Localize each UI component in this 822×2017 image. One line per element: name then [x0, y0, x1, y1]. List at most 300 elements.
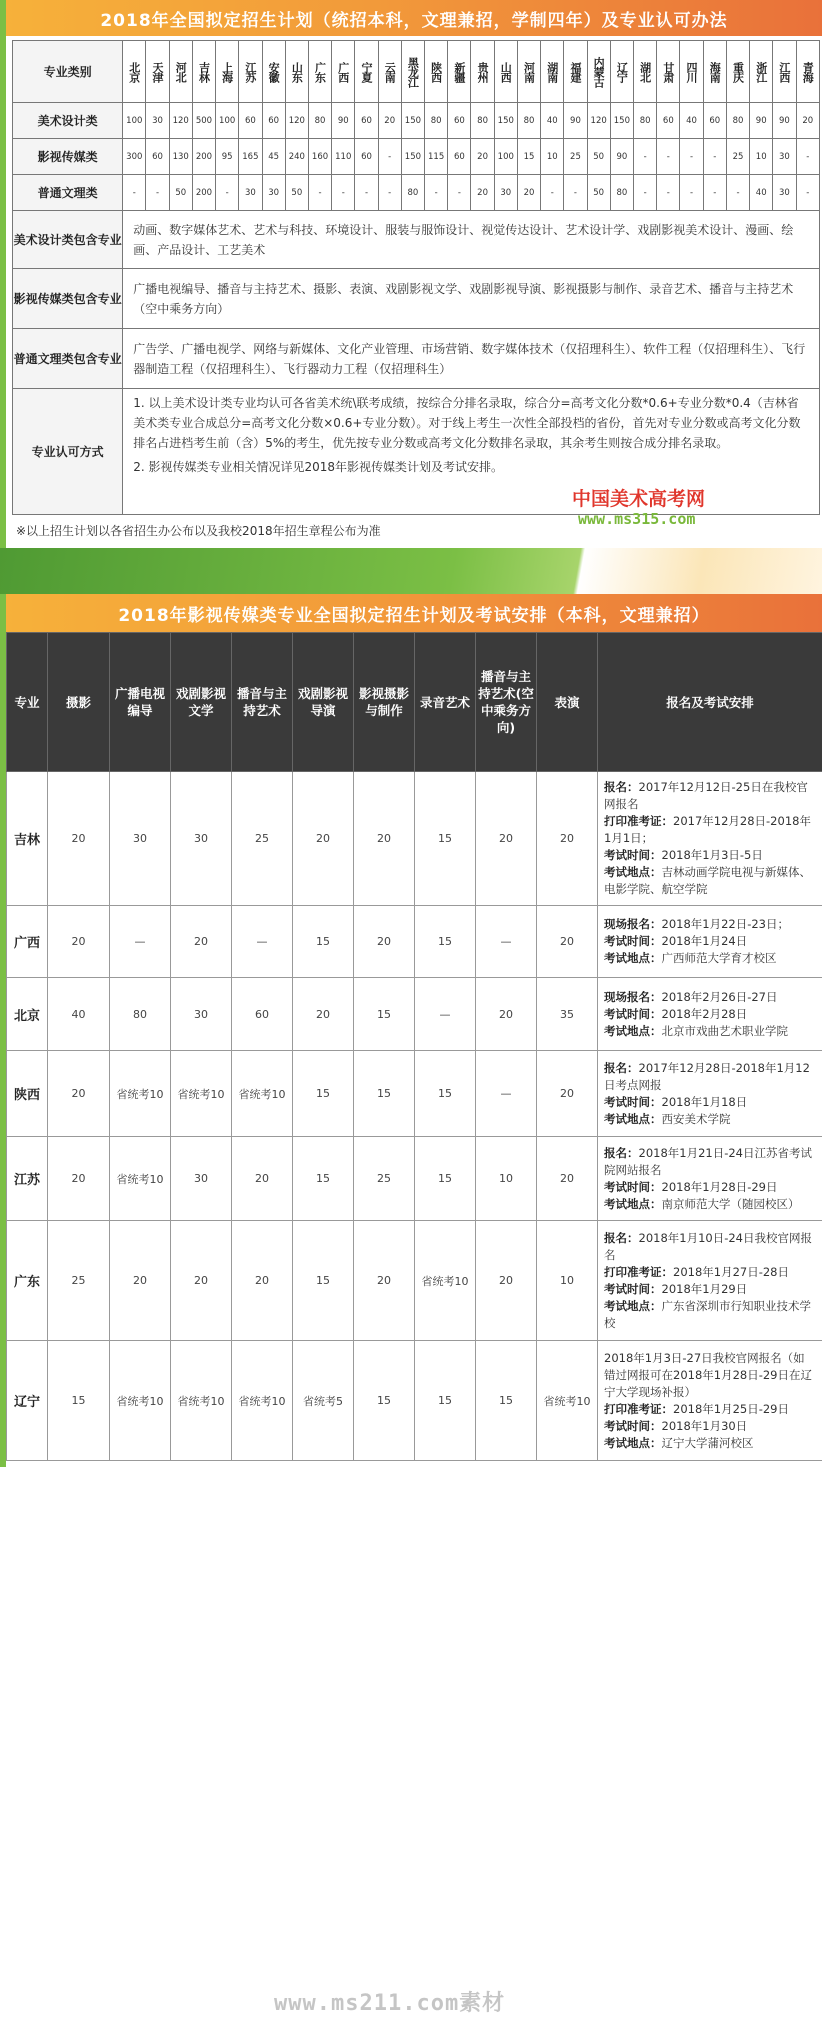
- quota-cell: 90: [332, 103, 355, 139]
- quota-cell: 500: [192, 103, 215, 139]
- quota-cell: 省统考10: [171, 1341, 232, 1461]
- quota-cell: 20: [110, 1221, 171, 1341]
- schedule-value: 2018年1月28日-29日: [662, 1180, 778, 1194]
- quota-cell: -: [425, 175, 448, 211]
- quota-cell: -: [378, 175, 401, 211]
- quota-cell: 10: [750, 139, 773, 175]
- schedule-value: 2017年12月28日-2018年1月12日考点网报: [604, 1061, 810, 1092]
- quota-cell: -: [355, 175, 378, 211]
- quota-cell: 15: [415, 1051, 476, 1137]
- column-header: 播音与主持艺术: [232, 633, 293, 772]
- quota-cell: 130: [169, 139, 192, 175]
- quota-cell: 80: [308, 103, 331, 139]
- quota-cell: 10: [541, 139, 564, 175]
- schedule-key: 打印准考证：: [604, 1265, 673, 1279]
- quota-cell: 80: [610, 175, 633, 211]
- schedule-cell: [598, 772, 822, 906]
- quota-cell: -: [332, 175, 355, 211]
- quota-cell: 200: [192, 139, 215, 175]
- province-header-cell: 云南: [378, 41, 401, 103]
- column-header: 戏剧影视导演: [293, 633, 354, 772]
- schedule-key: 考试地点：: [604, 1024, 662, 1038]
- quota-cell: 50: [169, 175, 192, 211]
- quota-cell: 20: [48, 906, 110, 978]
- quota-cell: 60: [448, 103, 471, 139]
- decorative-divider: [0, 548, 822, 594]
- schedule-key: 考试地点：: [604, 951, 662, 965]
- quota-cell: 120: [169, 103, 192, 139]
- schedule-value: 2018年1月29日: [662, 1282, 748, 1296]
- quota-cell: 25: [48, 1221, 110, 1341]
- quota-cell: 20: [476, 772, 537, 906]
- quota-cell: 25: [726, 139, 749, 175]
- quota-cell: —: [232, 906, 293, 978]
- schedule-value: 2018年1月21日-24日江苏省考试院网站报名: [604, 1146, 812, 1177]
- province-name: 北京: [7, 978, 48, 1051]
- column-header: 表演: [537, 633, 598, 772]
- quota-cell: -: [634, 175, 657, 211]
- province-header-row: [13, 41, 820, 103]
- quota-cell: 30: [773, 175, 796, 211]
- province-row: [7, 772, 822, 906]
- category-header: 专业类别: [13, 41, 123, 103]
- schedule-key: 报名：: [604, 1231, 639, 1245]
- schedule-line: [604, 779, 816, 813]
- quota-cell: 60: [448, 139, 471, 175]
- quota-cell: 95: [216, 139, 239, 175]
- schedule-value: 2018年1月3日-27日我校官网报名（如错过网报可在2018年1月28日-29日在辽宁大学现场补报）: [604, 1351, 812, 1399]
- schedule-value: 北京市戏曲艺术职业学院: [662, 1024, 789, 1038]
- quota-cell: 20: [354, 1221, 415, 1341]
- quota-cell: 200: [192, 175, 215, 211]
- quota-cell: 15: [293, 906, 354, 978]
- quota-cell: —: [415, 978, 476, 1051]
- majors-list: 动画、数字媒体艺术、艺术与科技、环境设计、服装与服饰设计、视觉传达设计、艺术设计学、戏剧影视美术设计、漫画、绘画、产品设计、工艺美术: [123, 211, 820, 269]
- quota-cell: 20: [796, 103, 819, 139]
- majors-row: [13, 211, 820, 269]
- schedule-value: 西安美术学院: [662, 1112, 731, 1126]
- quota-cell: 160: [308, 139, 331, 175]
- quota-cell: —: [476, 1051, 537, 1137]
- schedule-key: 考试地点：: [604, 1197, 662, 1211]
- quota-cell: 90: [564, 103, 587, 139]
- schedule-line: [604, 1350, 816, 1401]
- quota-cell: 20: [293, 978, 354, 1051]
- province-header-cell: 福建: [564, 41, 587, 103]
- schedule-value: 2018年1月10日-24日我校官网报名: [604, 1231, 812, 1262]
- majors-row: [13, 329, 820, 389]
- quota-cell: 60: [355, 139, 378, 175]
- quota-cell: 15: [354, 1051, 415, 1137]
- quota-cell: 20: [171, 1221, 232, 1341]
- quota-cell: 15: [48, 1341, 110, 1461]
- majors-row-label: 普通文理类包含专业: [13, 329, 123, 389]
- province-header-cell: 上海: [216, 41, 239, 103]
- quota-cell: 20: [48, 772, 110, 906]
- schedule-key: 考试时间：: [604, 1282, 662, 1296]
- quota-cell: 30: [239, 175, 262, 211]
- quota-cell: 省统考10: [232, 1051, 293, 1137]
- quota-cell: 15: [415, 1341, 476, 1461]
- province-header-cell: 青海: [796, 41, 819, 103]
- quota-cell: -: [703, 139, 726, 175]
- schedule-value: 2018年2月28日: [662, 1007, 748, 1021]
- column-header: 戏剧影视文学: [171, 633, 232, 772]
- quota-cell: 80: [517, 103, 540, 139]
- quota-row: [13, 175, 820, 211]
- schedule-key: 考试时间：: [604, 934, 662, 948]
- quota-cell: 25: [354, 1137, 415, 1221]
- quota-cell: 省统考10: [415, 1221, 476, 1341]
- quota-cell: 20: [378, 103, 401, 139]
- quota-cell: 15: [293, 1137, 354, 1221]
- footnote: ※以上招生计划以各省招生办公布以及我校2018年招生章程公布为准: [16, 522, 381, 539]
- schedule-line: [604, 1023, 816, 1040]
- schedule-value: 2018年1月3日-5日: [662, 848, 763, 862]
- majors-list: 广告学、广播电视学、网络与新媒体、文化产业管理、市场营销、数字媒体技术（仅招理科生）、软件工程（仅招理科生）、飞行器制造工程（仅招理科生）、飞行器动力工程（仅招理科生）: [123, 329, 820, 389]
- quota-cell: 30: [146, 103, 169, 139]
- quota-cell: 30: [773, 139, 796, 175]
- admission-plan-table: [12, 40, 820, 515]
- schedule-key: 报名：: [604, 1146, 639, 1160]
- quota-cell: 15: [293, 1221, 354, 1341]
- quota-cell: 30: [171, 772, 232, 906]
- province-row: [7, 1137, 822, 1221]
- watermark-text: www.ms211.com素材: [274, 1986, 505, 2017]
- quota-cell: 15: [415, 772, 476, 906]
- quota-cell: 20: [537, 1051, 598, 1137]
- province-header-cell: 天津: [146, 41, 169, 103]
- quota-cell: 100: [216, 103, 239, 139]
- province-header-cell: 江苏: [239, 41, 262, 103]
- quota-cell: -: [703, 175, 726, 211]
- quota-cell: -: [634, 139, 657, 175]
- quota-cell: 80: [471, 103, 494, 139]
- quota-cell: 300: [123, 139, 146, 175]
- schedule-line: [604, 950, 816, 967]
- province-header-cell: 湖北: [634, 41, 657, 103]
- quota-cell: 165: [239, 139, 262, 175]
- schedule-cell: [598, 1341, 822, 1461]
- quota-cell: -: [216, 175, 239, 211]
- quota-cell: 省统考10: [232, 1341, 293, 1461]
- province-header-cell: 贵州: [471, 41, 494, 103]
- quota-cell: 60: [657, 103, 680, 139]
- schedule-line: [604, 1418, 816, 1435]
- quota-cell: 20: [48, 1137, 110, 1221]
- quota-cell: 省统考10: [110, 1137, 171, 1221]
- province-header-cell: 吉林: [192, 41, 215, 103]
- quota-cell: 90: [610, 139, 633, 175]
- quota-cell: 40: [680, 103, 703, 139]
- province-header-cell: 宁夏: [355, 41, 378, 103]
- quota-cell: 40: [750, 175, 773, 211]
- schedule-cell: [598, 906, 822, 978]
- quota-row: [13, 103, 820, 139]
- schedule-line: [604, 1145, 816, 1179]
- province-header-cell: 山东: [285, 41, 308, 103]
- schedule-value: 广东省深圳市行知职业技术学校: [604, 1299, 811, 1330]
- schedule-key: 考试时间：: [604, 1419, 662, 1433]
- quota-cell: 60: [355, 103, 378, 139]
- province-header-cell: 海南: [703, 41, 726, 103]
- quota-cell: -: [123, 175, 146, 211]
- column-header: 录音艺术: [415, 633, 476, 772]
- province-name: 吉林: [7, 772, 48, 906]
- schedule-line: [604, 1264, 816, 1281]
- province-header-cell: 安徽: [262, 41, 285, 103]
- schedule-value: 南京师范大学（随园校区）: [662, 1197, 800, 1211]
- schedule-line: [604, 1094, 816, 1111]
- schedule-line: [604, 933, 816, 950]
- quota-cell: 60: [262, 103, 285, 139]
- schedule-line: [604, 1230, 816, 1264]
- province-header-cell: 江西: [773, 41, 796, 103]
- quota-cell: 20: [476, 978, 537, 1051]
- quota-cell: -: [680, 175, 703, 211]
- quota-cell: 60: [239, 103, 262, 139]
- quota-cell: -: [726, 175, 749, 211]
- quota-cell: 20: [471, 175, 494, 211]
- schedule-line: [604, 916, 816, 933]
- province-header-cell: 广东: [308, 41, 331, 103]
- schedule-value: 吉林动画学院电视与新媒体、电影学院、航空学院: [604, 865, 811, 896]
- watermark-url: www.ms315.com: [578, 510, 695, 528]
- schedule-value: 2018年1月30日: [662, 1419, 748, 1433]
- quota-cell: 60: [703, 103, 726, 139]
- schedule-value: 2018年1月25日-29日: [673, 1402, 789, 1416]
- quota-cell: 150: [610, 103, 633, 139]
- schedule-line: [604, 864, 816, 898]
- quota-cell: 15: [415, 1137, 476, 1221]
- quota-cell: -: [146, 175, 169, 211]
- quota-cell: 45: [262, 139, 285, 175]
- recognition-label: 专业认可方式: [13, 389, 123, 515]
- quota-row: [13, 139, 820, 175]
- majors-row-label: 美术设计类包含专业: [13, 211, 123, 269]
- quota-cell: —: [476, 906, 537, 978]
- province-name: 广西: [7, 906, 48, 978]
- province-header-cell: 河南: [517, 41, 540, 103]
- majors-list: 广播电视编导、播音与主持艺术、摄影、表演、戏剧影视文学、戏剧影视导演、影视摄影与制作、录音艺术、播音与主持艺术（空中乘务方向）: [123, 269, 820, 329]
- province-header-cell: 山西: [494, 41, 517, 103]
- quota-cell: 15: [476, 1341, 537, 1461]
- schedule-line: [604, 813, 816, 847]
- schedule-line: [604, 1435, 816, 1452]
- quota-cell: -: [657, 139, 680, 175]
- column-header: 影视摄影与制作: [354, 633, 415, 772]
- schedule-line: [604, 1060, 816, 1094]
- schedule-key: 考试地点：: [604, 1299, 662, 1313]
- recognition-item-2: 2. 影视传媒类专业相关情况详见2018年影视传媒类计划及考试安排。: [133, 457, 809, 477]
- quota-cell: -: [680, 139, 703, 175]
- quota-cell: 15: [354, 1341, 415, 1461]
- quota-cell: 110: [332, 139, 355, 175]
- schedule-value: 2018年1月18日: [662, 1095, 748, 1109]
- quota-cell: 50: [587, 139, 610, 175]
- schedule-value: 广西师范大学育才校区: [662, 951, 777, 965]
- province-row: [7, 978, 822, 1051]
- quota-cell: 115: [425, 139, 448, 175]
- quota-row-label: 普通文理类: [13, 175, 123, 211]
- quota-cell: 10: [537, 1221, 598, 1341]
- schedule-key: 考试时间：: [604, 1095, 662, 1109]
- quota-cell: 省统考5: [293, 1341, 354, 1461]
- quota-cell: 20: [517, 175, 540, 211]
- quota-cell: 90: [773, 103, 796, 139]
- quota-cell: 20: [537, 772, 598, 906]
- province-name: 江苏: [7, 1137, 48, 1221]
- quota-cell: 20: [232, 1137, 293, 1221]
- quota-cell: 120: [285, 103, 308, 139]
- schedule-value: 辽宁大学蒲河校区: [662, 1436, 754, 1450]
- schedule-key: 打印准考证：: [604, 814, 673, 828]
- quota-cell: 20: [48, 1051, 110, 1137]
- schedule-line: [604, 847, 816, 864]
- schedule-key: 考试时间：: [604, 848, 662, 862]
- province-header-cell: 黑龙江: [401, 41, 424, 103]
- province-header-cell: 重庆: [726, 41, 749, 103]
- column-header: 摄影: [48, 633, 110, 772]
- quota-cell: -: [308, 175, 331, 211]
- majors-row: [13, 269, 820, 329]
- quota-cell: 60: [232, 978, 293, 1051]
- quota-cell: 60: [146, 139, 169, 175]
- quota-cell: 15: [293, 1051, 354, 1137]
- province-header-cell: 辽宁: [610, 41, 633, 103]
- quota-cell: 80: [110, 978, 171, 1051]
- admission-plan-section: [0, 0, 822, 548]
- quota-cell: 25: [564, 139, 587, 175]
- province-header-cell: 陕西: [425, 41, 448, 103]
- province-header-cell: 甘肃: [657, 41, 680, 103]
- quota-cell: 20: [171, 906, 232, 978]
- province-header-cell: 四川: [680, 41, 703, 103]
- quota-cell: 20: [354, 772, 415, 906]
- quota-cell: 30: [171, 1137, 232, 1221]
- majors-row-label: 影视传媒类包含专业: [13, 269, 123, 329]
- quota-cell: 20: [537, 906, 598, 978]
- quota-cell: 150: [401, 139, 424, 175]
- quota-cell: 90: [750, 103, 773, 139]
- province-name: 陕西: [7, 1051, 48, 1137]
- schedule-cell: [598, 1221, 822, 1341]
- schedule-line: [604, 1196, 816, 1213]
- province-header-cell: 广西: [332, 41, 355, 103]
- quota-cell: 40: [541, 103, 564, 139]
- schedule-cell: [598, 1137, 822, 1221]
- recognition-item-1: 1. 以上美术设计类专业均认可各省美术统\联考成绩，按综合分排名录取，综合分=高考文化分数*0.6+专业分数*0.4（吉林省美术类专业合成总分=高考文化分数×0.6+专业分数）。对于线上考生一次性全部投档的省份，首先对专业分数或高考文化分数排名占进档考生前（含）5%的考生，优先按专业分数或高考文化分数排名录取，其余考生则按合成分排名录取。: [133, 393, 809, 453]
- schedule-value: 2018年1月27日-28日: [673, 1265, 789, 1279]
- province-row: [7, 1221, 822, 1341]
- schedule-key: 考试地点：: [604, 1436, 662, 1450]
- schedule-value: 2018年1月22日-23日；: [662, 917, 790, 931]
- quota-cell: -: [657, 175, 680, 211]
- schedule-key: 考试地点：: [604, 865, 662, 879]
- quota-cell: 80: [425, 103, 448, 139]
- quota-cell: 150: [401, 103, 424, 139]
- schedule-line: [604, 1281, 816, 1298]
- schedule-key: 现场报名：: [604, 990, 662, 1004]
- schedule-key: 报名：: [604, 780, 639, 794]
- watermark-logo-text: 中国美术高考网: [572, 484, 705, 511]
- quota-row-label: 美术设计类: [13, 103, 123, 139]
- province-name: 广东: [7, 1221, 48, 1341]
- schedule-value: 2017年12月12日-25日在我校官网报名: [604, 780, 808, 811]
- schedule-key: 现场报名：: [604, 917, 662, 931]
- quota-cell: 120: [587, 103, 610, 139]
- quota-cell: -: [448, 175, 471, 211]
- column-header: 广播电视编导: [110, 633, 171, 772]
- quota-cell: 20: [232, 1221, 293, 1341]
- schedule-key: 考试地点：: [604, 1112, 662, 1126]
- province-row: [7, 906, 822, 978]
- quota-cell: 35: [537, 978, 598, 1051]
- province-header-cell: 湖南: [541, 41, 564, 103]
- quota-cell: 25: [232, 772, 293, 906]
- quota-cell: 省统考10: [537, 1341, 598, 1461]
- quota-cell: -: [796, 175, 819, 211]
- quota-cell: 100: [494, 139, 517, 175]
- quota-cell: 30: [110, 772, 171, 906]
- quota-cell: 省统考10: [110, 1051, 171, 1137]
- schedule-cell: [598, 1051, 822, 1137]
- recognition-text: [123, 389, 820, 515]
- quota-cell: 省统考10: [110, 1341, 171, 1461]
- schedule-key: 考试时间：: [604, 1007, 662, 1021]
- column-header: 专业: [7, 633, 48, 772]
- quota-cell: 30: [262, 175, 285, 211]
- province-name: 辽宁: [7, 1341, 48, 1461]
- province-header-cell: 浙江: [750, 41, 773, 103]
- quota-cell: -: [378, 139, 401, 175]
- quota-cell: 150: [494, 103, 517, 139]
- schedule-value: 2018年2月26日-27日: [662, 990, 778, 1004]
- quota-cell: 40: [48, 978, 110, 1051]
- quota-cell: -: [564, 175, 587, 211]
- quota-cell: 80: [401, 175, 424, 211]
- schedule-key: 考试时间：: [604, 1180, 662, 1194]
- schedule-key: 报名：: [604, 1061, 639, 1075]
- province-row: [7, 1051, 822, 1137]
- quota-cell: 80: [726, 103, 749, 139]
- quota-cell: 50: [285, 175, 308, 211]
- quota-cell: 30: [171, 978, 232, 1051]
- schedule-line: [604, 1179, 816, 1196]
- quota-cell: 10: [476, 1137, 537, 1221]
- quota-cell: 80: [634, 103, 657, 139]
- section1-title: 2018年全国拟定招生计划（统招本科，文理兼招，学制四年）及专业认可办法: [6, 0, 822, 36]
- quota-cell: 240: [285, 139, 308, 175]
- quota-cell: 15: [354, 978, 415, 1051]
- schedule-key: 打印准考证：: [604, 1402, 673, 1416]
- quota-cell: 20: [293, 772, 354, 906]
- quota-row-label: 影视传媒类: [13, 139, 123, 175]
- quota-cell: 20: [471, 139, 494, 175]
- schedule-line: [604, 1111, 816, 1128]
- quota-cell: -: [796, 139, 819, 175]
- quota-cell: 省统考10: [171, 1051, 232, 1137]
- quota-cell: 30: [494, 175, 517, 211]
- quota-cell: 20: [476, 1221, 537, 1341]
- media-plan-table: [6, 632, 822, 1461]
- province-header-cell: 北京: [123, 41, 146, 103]
- quota-cell: 20: [354, 906, 415, 978]
- quota-cell: 15: [517, 139, 540, 175]
- schedule-value: 2018年1月24日: [662, 934, 748, 948]
- schedule-cell: [598, 978, 822, 1051]
- province-header-cell: 内蒙古: [587, 41, 610, 103]
